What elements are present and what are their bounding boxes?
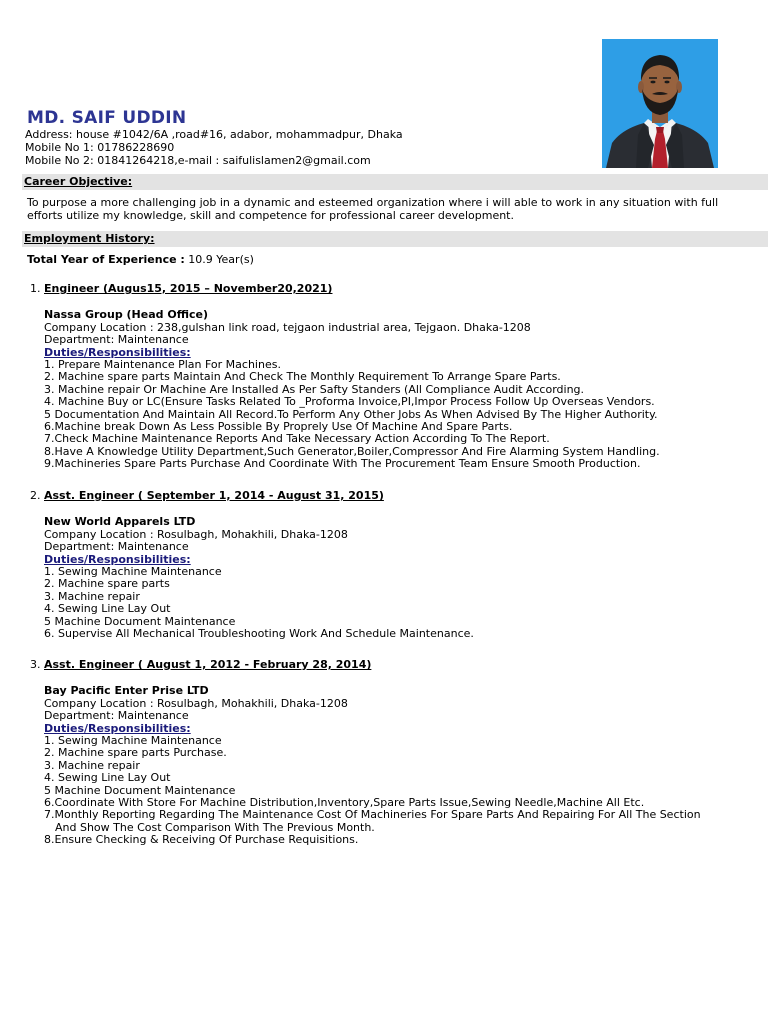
duty-item: 5 Machine Document Maintenance [44,783,236,797]
duties-heading: Duties/Responsibilities: [44,345,191,359]
job-heading [30,659,725,671]
duty-item: 4. Sewing Line Lay Out [44,602,171,616]
address-line: Address: house #1042/6A ,road#16, adabor, mohammadpur, Dhaka [25,128,403,141]
department: Department: Maintenance [44,540,189,554]
company-name: New World Apparels LTD [44,515,196,529]
duty-item: 3. Machine repair [44,589,140,603]
job-entry [30,659,725,847]
mobile-1-line: Mobile No 1: 01786228690 [25,141,175,154]
job-entry [30,490,474,640]
career-objective-bar [22,174,768,190]
company-name: Bay Pacific Enter Prise LTD [44,684,209,698]
total-experience-label: Total Year of Experience : [27,253,185,266]
duty-item: 6.Machine break Down As Less Possible By Proprely Use Of Machine And Spare Parts. [44,420,513,434]
total-experience [27,253,254,266]
duty-item: 1. Sewing Machine Maintenance [44,734,222,748]
duties-heading: Duties/Responsibilities: [44,552,191,566]
job-title: Engineer (Augus15, 2015 – November20,2021) [44,282,333,295]
duty-item: 7.Monthly Reporting Regarding The Maintenance Cost Of Machineries For Spare Parts And Repairing For All The Section And Show The Cost Comparison With The Previous Month. [44,808,701,834]
total-experience-value: 10.9 Year(s) [184,253,254,266]
profile-photo-illustration [602,39,718,168]
duty-item: 7.Check Machine Maintenance Reports And Take Necessary Action According To The Report. [44,432,550,446]
duty-item: 6.Coordinate With Store For Machine Distribution,Inventory,Spare Parts Issue,Sewing Needle,Machine All Etc. [44,796,645,810]
company-location: Company Location : 238,gulshan link road, tejgaon industrial area, Tejgaon. Dhaka-1208 [44,320,531,334]
job-title: Asst. Engineer ( August 1, 2012 - February 28, 2014) [44,658,372,671]
duty-item: 5 Machine Document Maintenance [44,614,236,628]
contact-block [25,128,403,167]
duty-item: 3. Machine repair Or Machine Are Installed As Per Safty Standers (All Compliance Audit According. [44,382,585,396]
employment-history-bar [22,231,768,247]
job-entry [30,283,660,471]
duty-item: 4. Machine Buy or LC(Ensure Tasks Related To _Proforma Invoice,PI,Impor Process Follow Up Overseas Vendors. [44,395,655,409]
mobile-2-email-line: Mobile No 2: 01841264218,e-mail : saifulislamen2@gmail.com [25,154,371,167]
career-objective-heading: Career Objective: [24,175,133,188]
profile-photo [602,39,718,168]
duty-item: 6. Supervise All Mechanical Troubleshooting Work And Schedule Maintenance. [44,627,474,641]
duty-item: 8.Ensure Checking & Receiving Of Purchase Requisitions. [44,833,359,847]
job-number: 1. [30,282,41,295]
job-number: 3. [30,658,41,671]
duty-item: 8.Have A Knowledge Utility Department,Such Generator,Boiler,Compressor And Fire Alarming System Handling. [44,444,660,458]
job-title: Asst. Engineer ( September 1, 2014 - August 31, 2015) [44,489,384,502]
duty-item: 1. Sewing Machine Maintenance [44,565,222,579]
department: Department: Maintenance [44,709,189,723]
duties-heading: Duties/Responsibilities: [44,721,191,735]
duty-item: 1. Prepare Maintenance Plan For Machines. [44,358,281,372]
duty-item: 9.Machineries Spare Parts Purchase And Coordinate With The Procurement Team Ensure Smooth Production. [44,457,641,471]
job-heading [30,490,474,502]
company-location: Company Location : Rosulbagh, Mohakhili, Dhaka-1208 [44,696,348,710]
duty-item: 4. Sewing Line Lay Out [44,771,171,785]
employment-history-heading: Employment History: [24,232,155,245]
company-location: Company Location : Rosulbagh, Mohakhili, Dhaka-1208 [44,527,348,541]
candidate-name: MD. SAIF UDDIN [27,108,187,128]
company-name: Nassa Group (Head Office) [44,308,208,322]
job-number: 2. [30,489,41,502]
duty-item: 2. Machine spare parts Maintain And Check The Monthly Requirement To Arrange Spare Parts. [44,370,561,384]
duty-item: 3. Machine repair [44,758,140,772]
career-objective-text: To purpose a more challenging job in a dynamic and esteemed organization where i will able to work in any situation with full efforts utilize my knowledge, skill and competence for professional career development. [27,196,719,222]
duty-item: 5 Documentation And Maintain All Record.To Perform Any Other Jobs As When Advised By The Higher Authority. [44,407,658,421]
department: Department: Maintenance [44,333,189,347]
job-heading [30,283,660,295]
duty-item: 2. Machine spare parts Purchase. [44,746,227,760]
duty-item: 2. Machine spare parts [44,577,170,591]
